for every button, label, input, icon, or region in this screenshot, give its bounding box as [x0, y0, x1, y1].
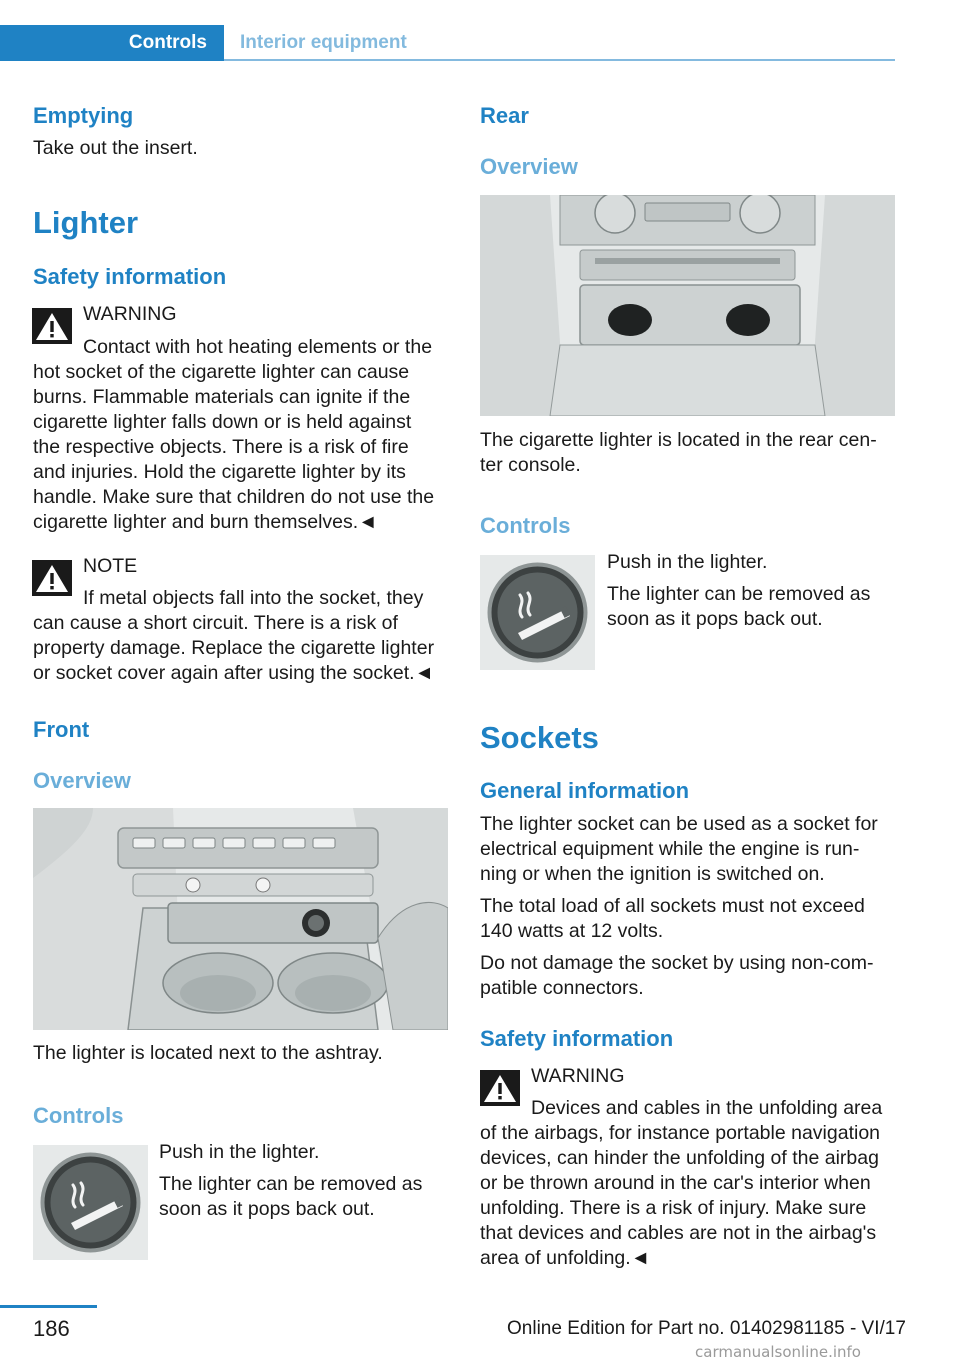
warning-line: handle. Make sure that children do not use the: [33, 486, 435, 508]
edition-text: Online Edition for Part no. 01402981185 - VI/17: [507, 1318, 906, 1339]
warning-line: cigarette lighter falls down or is held against: [33, 411, 412, 433]
warning-line: or be thrown around in the car's interior when: [480, 1172, 871, 1194]
controls-heading: Controls: [33, 1103, 124, 1128]
footer-rule: [0, 1305, 97, 1308]
note-line: property damage. Replace the cigarette lighter: [33, 637, 435, 659]
controls-text: soon as it pops back out.: [607, 608, 823, 630]
page-number: 186: [33, 1316, 70, 1341]
damage-line: patible connectors.: [480, 977, 644, 999]
warning-line: that devices and cables are not in the airbag's: [480, 1222, 877, 1244]
note-line: or socket cover again after using the socket.◄: [33, 662, 434, 684]
tab-interior-equipment[interactable]: Interior equipment: [240, 32, 407, 53]
warning-line: hot socket of the cigarette lighter can cause: [33, 361, 410, 383]
watermark-text: carmanualsonline.info: [695, 1343, 861, 1361]
load-line: 140 watts at 12 volts.: [480, 920, 664, 942]
warning-line: unfolding. There is a risk of injury. Make sure: [480, 1197, 867, 1219]
note-label: NOTE: [83, 555, 138, 577]
rear-caption-line: ter console.: [480, 454, 581, 476]
note-line: can cause a short circuit. There is a risk of: [33, 612, 398, 634]
warning-line: and injuries. Hold the cigarette lighter by its: [33, 461, 406, 483]
emptying-heading: Emptying: [33, 103, 134, 128]
lighter-heading: Lighter: [33, 205, 139, 240]
general-information-heading: General information: [480, 778, 690, 803]
front-heading: Front: [33, 717, 90, 742]
load-line: The total load of all sockets must not exceed: [480, 895, 865, 917]
controls-text: Push in the lighter.: [607, 551, 768, 573]
overview-heading: Overview: [480, 154, 578, 179]
warning-line: the respective objects. There is a risk of fire: [33, 436, 409, 458]
general-line: electrical equipment while the engine is run‐: [480, 838, 860, 860]
warning-line: Contact with hot heating elements or the: [83, 336, 433, 358]
damage-line: Do not damage the socket by using non-com‐: [480, 952, 874, 974]
warning-line: devices, can hinder the unfolding of the airbag: [480, 1147, 879, 1169]
rear-caption-line: The cigarette lighter is located in the rear cen‐: [480, 429, 877, 451]
lighter-button-image: [33, 1145, 148, 1260]
front-caption: The lighter is located next to the ashtray.: [33, 1042, 383, 1064]
safety-information-heading: Safety information: [480, 1026, 674, 1051]
warning-line: Devices and cables in the unfolding area: [531, 1097, 883, 1119]
note-line: If metal objects fall into the socket, they: [83, 587, 424, 609]
warning-label: WARNING: [83, 303, 177, 325]
tab-controls[interactable]: Controls: [0, 25, 224, 61]
warning-line: of the airbags, for instance portable navigation: [480, 1122, 881, 1144]
general-line: The lighter socket can be used as a socket for: [480, 813, 878, 835]
emptying-text: Take out the insert.: [33, 137, 198, 159]
sockets-heading: Sockets: [480, 720, 599, 755]
warning-line: burns. Flammable materials can ignite if the: [33, 386, 411, 408]
controls-text: soon as it pops back out.: [159, 1198, 375, 1220]
header-tabs: [0, 25, 895, 61]
lighter-button-image: [480, 555, 595, 670]
controls-heading: Controls: [480, 513, 571, 538]
front-console-image: [33, 808, 448, 1030]
safety-information-heading: Safety information: [33, 264, 227, 289]
general-line: ning or when the ignition is switched on.: [480, 863, 825, 885]
controls-text: The lighter can be removed as: [159, 1173, 423, 1195]
rear-console-image: [480, 195, 895, 416]
warning-triangle-icon: [480, 1070, 520, 1106]
warning-label: WARNING: [531, 1065, 625, 1087]
controls-text: The lighter can be removed as: [607, 583, 871, 605]
overview-heading: Overview: [33, 768, 131, 793]
warning-line: area of unfolding.◄: [480, 1247, 650, 1269]
header-rule: [224, 59, 895, 61]
controls-text: Push in the lighter.: [159, 1141, 320, 1163]
rear-heading: Rear: [480, 103, 529, 128]
warning-line: cigarette lighter and burn themselves.◄: [33, 511, 378, 533]
warning-triangle-icon: [32, 560, 72, 596]
warning-triangle-icon: [32, 308, 72, 344]
